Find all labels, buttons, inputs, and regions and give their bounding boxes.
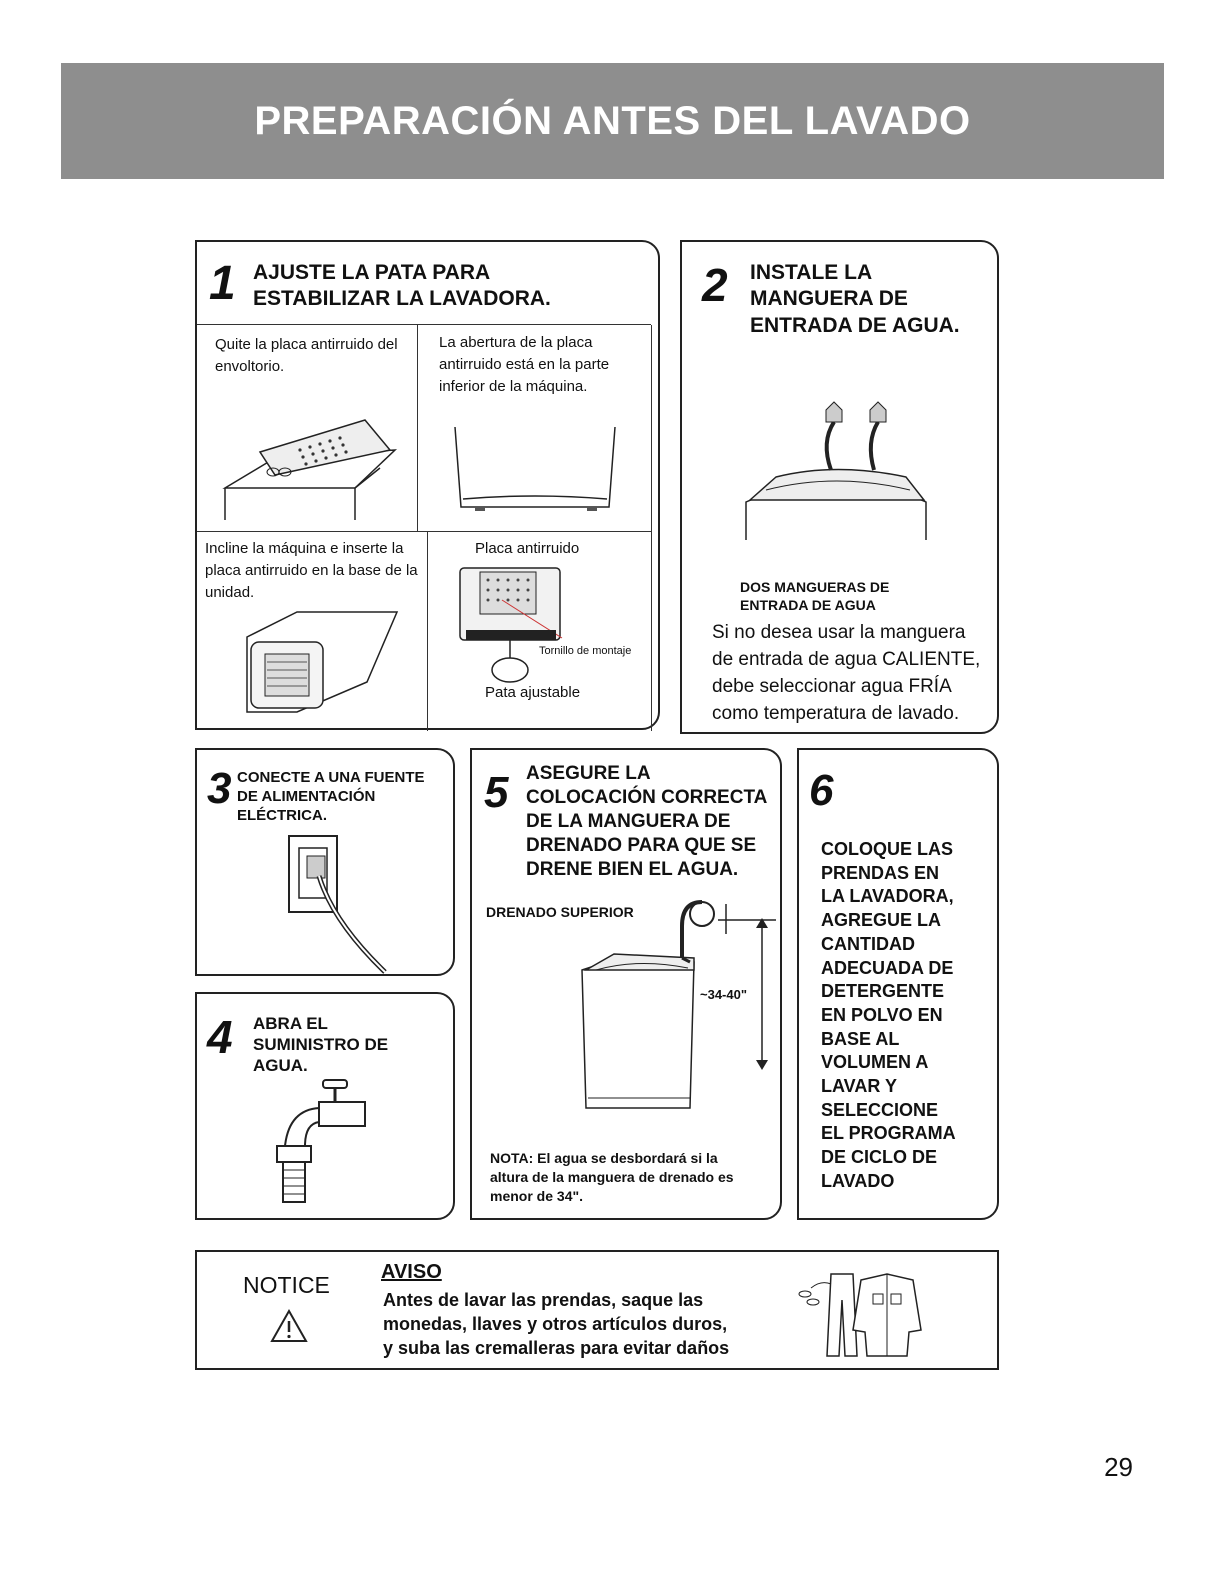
step5-note-1: NOTA: El agua se desbordará si la bbox=[490, 1150, 718, 1166]
step2-heading-1: INSTALE LA bbox=[750, 261, 873, 284]
step4-heading-2: SUMINISTRO DE bbox=[253, 1035, 389, 1054]
step2-heading-3: ENTRADA DE AGUA. bbox=[750, 314, 960, 337]
machine-bottom-illustration bbox=[455, 427, 635, 527]
step1-heading-2: ESTABILIZAR LA LAVADORA. bbox=[253, 287, 551, 310]
step6-line: CANTIDAD bbox=[821, 933, 915, 954]
step1-panel bbox=[195, 240, 660, 730]
step1-cell-b-text: La abertura de la placa antirruido está en la parte inferior de la máquina. bbox=[439, 334, 610, 395]
notice-aviso: AVISO bbox=[381, 1261, 442, 1283]
step6-line: LAVADO bbox=[821, 1170, 895, 1191]
page-title: PREPARACIÓN ANTES DEL LAVADO bbox=[254, 98, 971, 143]
step5-panel bbox=[470, 748, 782, 1220]
step2-sub-1: DOS MANGUERAS DE bbox=[740, 579, 890, 595]
step2-body-3: debe seleccionar agua FRÍA bbox=[712, 676, 952, 697]
step6-line: ADECUADA DE bbox=[821, 957, 954, 978]
step5-heading-5: DRENE BIEN EL AGUA. bbox=[526, 859, 739, 880]
step5-heading-2: COLOCACIÓN CORRECTA bbox=[526, 787, 768, 808]
drain-hose-illustration bbox=[578, 898, 778, 1118]
step1-cell-a-text: Quite la placa antirruido del envoltorio. bbox=[215, 336, 398, 375]
step2-panel bbox=[680, 240, 999, 734]
packing-box-illustration bbox=[205, 410, 405, 530]
step1-number: 1 bbox=[209, 257, 236, 310]
clothes-illustration bbox=[791, 1270, 941, 1360]
step2-number: 2 bbox=[702, 259, 728, 311]
step4-number: 4 bbox=[207, 1011, 233, 1063]
step6-line: DE CICLO DE bbox=[821, 1147, 938, 1168]
step1-label-screw: Tornillo de montaje bbox=[539, 645, 632, 657]
step5-note-3: menor de 34". bbox=[490, 1188, 584, 1204]
step2-body-4: como temperatura de lavado. bbox=[712, 703, 960, 724]
step6-line: SELECCIONE bbox=[821, 1099, 939, 1120]
step6-text bbox=[821, 838, 956, 1194]
step4-panel bbox=[195, 992, 455, 1220]
page-number: 29 bbox=[1104, 1452, 1133, 1482]
step5-heading-3: DE LA MANGUERA DE bbox=[526, 811, 731, 832]
step3-heading-1: CONECTE A UNA FUENTE bbox=[237, 769, 425, 786]
power-outlet-illustration bbox=[285, 832, 405, 972]
step1-cell-c-text: Incline la máquina e inserte la placa antirruido en la base de la unidad. bbox=[205, 540, 418, 601]
step6-line: LA LAVADORA, bbox=[821, 886, 954, 907]
step6-panel bbox=[797, 748, 999, 1220]
step6-line: AGREGUE LA bbox=[821, 910, 942, 931]
step3-heading-2: DE ALIMENTACIÓN bbox=[237, 788, 376, 805]
step6-line: EN POLVO EN bbox=[821, 1004, 943, 1025]
step6-line: EL PROGRAMA bbox=[821, 1123, 956, 1144]
step5-note-2: altura de la manguera de drenado es bbox=[490, 1169, 734, 1185]
step5-heading-1: ASEGURE LA bbox=[526, 763, 651, 784]
step1-label-plate: Placa antirruido bbox=[475, 540, 580, 557]
step2-body-2: de entrada de agua CALIENTE, bbox=[712, 649, 981, 670]
title-banner bbox=[61, 63, 1164, 179]
step6-line: DETERGENTE bbox=[821, 981, 945, 1002]
notice-line-1: Antes de lavar las prendas, saque las bbox=[383, 1290, 704, 1310]
step2-heading-2: MANGUERA DE bbox=[750, 287, 908, 310]
step5-height-label: ~34-40" bbox=[700, 987, 748, 1002]
plate-bottom-illustration bbox=[452, 560, 572, 700]
step5-number: 5 bbox=[484, 768, 509, 817]
step6-number: 6 bbox=[809, 766, 834, 815]
step6-line: COLOQUE LAS bbox=[821, 839, 954, 859]
step4-heading-1: ABRA EL bbox=[253, 1014, 328, 1033]
step4-heading-3: AGUA. bbox=[253, 1056, 308, 1075]
step6-line: VOLUMEN A bbox=[821, 1052, 929, 1073]
step1-label-foot: Pata ajustable bbox=[485, 684, 581, 701]
inlet-hoses-illustration bbox=[746, 392, 946, 542]
step1-heading-1: AJUSTE LA PATA PARA bbox=[253, 261, 491, 284]
step6-line: BASE AL bbox=[821, 1028, 900, 1049]
step2-body-1: Si no desea usar la manguera bbox=[712, 622, 966, 643]
step5-drain-label: DRENADO SUPERIOR bbox=[486, 904, 634, 920]
step5-heading-4: DRENADO PARA QUE SE bbox=[526, 835, 757, 856]
notice-label: NOTICE bbox=[243, 1272, 330, 1298]
water-tap-illustration bbox=[269, 1076, 379, 1216]
tilted-machine-illustration bbox=[237, 612, 417, 732]
warning-icon bbox=[269, 1308, 309, 1344]
step6-line: LAVAR Y bbox=[821, 1076, 898, 1097]
step3-number: 3 bbox=[207, 764, 232, 813]
step6-line: PRENDAS EN bbox=[821, 862, 940, 883]
step3-heading-3: ELÉCTRICA. bbox=[237, 807, 327, 824]
notice-line-3: y suba las cremalleras para evitar daños bbox=[383, 1338, 730, 1358]
notice-line-2: monedas, llaves y otros artículos duros, bbox=[383, 1314, 728, 1334]
step3-panel bbox=[195, 748, 455, 976]
step2-sub-2: ENTRADA DE AGUA bbox=[740, 597, 876, 613]
notice-panel bbox=[195, 1250, 999, 1370]
